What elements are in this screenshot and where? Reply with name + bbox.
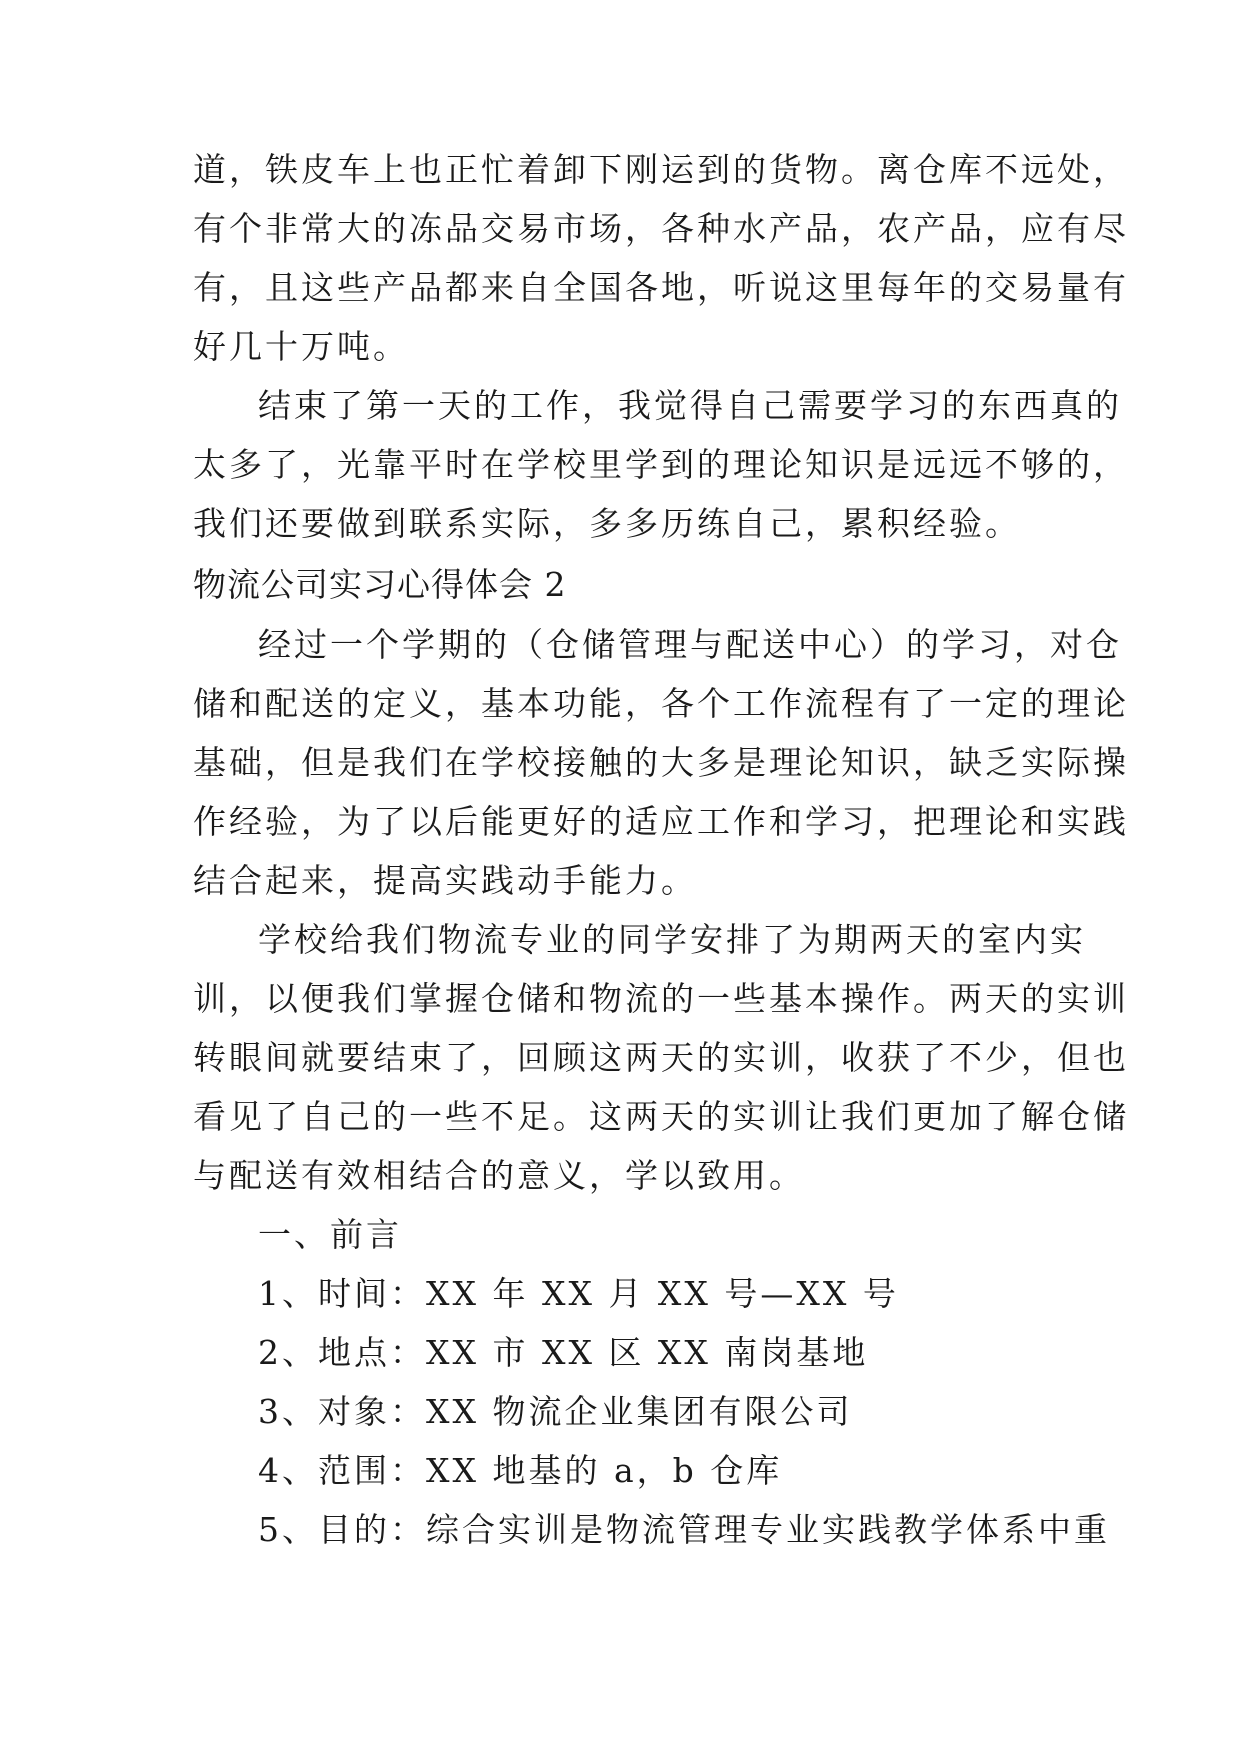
section-heading: 物流公司实习心得体会 2 bbox=[193, 565, 567, 604]
list-heading: 一、前言 bbox=[258, 1215, 402, 1254]
text-line: 转眼间就要结束了，回顾这两天的实训，收获了不少，但也 bbox=[193, 1038, 1129, 1077]
text-line: 好几十万吨。 bbox=[193, 327, 409, 366]
text-line: 看见了自己的一些不足。这两天的实训让我们更加了解仓储 bbox=[193, 1097, 1129, 1136]
text-line: 我们还要做到联系实际，多多历练自己，累积经验。 bbox=[193, 504, 1021, 543]
text-line: 与配送有效相结合的意义，学以致用。 bbox=[193, 1156, 805, 1195]
text-line: 基础，但是我们在学校接触的大多是理论知识，缺乏实际操 bbox=[193, 743, 1129, 782]
text-line: 有，且这些产品都来自全国各地，听说这里每年的交易量有 bbox=[193, 268, 1129, 307]
text-line: 结合起来，提高实践动手能力。 bbox=[193, 861, 697, 900]
text-line: 作经验，为了以后能更好的适应工作和学习，把理论和实践 bbox=[193, 802, 1129, 841]
paragraph-start: 经过一个学期的（仓储管理与配送中心）的学习，对仓 bbox=[258, 625, 1122, 664]
paragraph-start: 学校给我们物流专业的同学安排了为期两天的室内实 bbox=[258, 920, 1086, 959]
text-line: 道，铁皮车上也正忙着卸下刚运到的货物。离仓库不远处， bbox=[193, 150, 1129, 189]
list-item-purpose: 5、目的：综合实训是物流管理专业实践教学体系中重 bbox=[258, 1510, 1110, 1549]
text-line: 太多了，光靠平时在学校里学到的理论知识是远远不够的， bbox=[193, 445, 1129, 484]
text-line: 训，以便我们掌握仓储和物流的一些基本操作。两天的实训 bbox=[193, 979, 1129, 1018]
text-line: 储和配送的定义，基本功能，各个工作流程有了一定的理论 bbox=[193, 684, 1129, 723]
paragraph-start: 结束了第一天的工作，我觉得自己需要学习的东西真的 bbox=[258, 386, 1122, 425]
text-line: 有个非常大的冻品交易市场，各种水产品，农产品，应有尽 bbox=[193, 209, 1129, 248]
list-item-location: 2、地点：XX 市 XX 区 XX 南岗基地 bbox=[258, 1333, 869, 1372]
list-item-scope: 4、范围：XX 地基的 a，b 仓库 bbox=[258, 1451, 783, 1490]
list-item-target: 3、对象：XX 物流企业集团有限公司 bbox=[258, 1392, 853, 1431]
list-item-time: 1、时间：XX 年 XX 月 XX 号—XX 号 bbox=[258, 1274, 899, 1313]
